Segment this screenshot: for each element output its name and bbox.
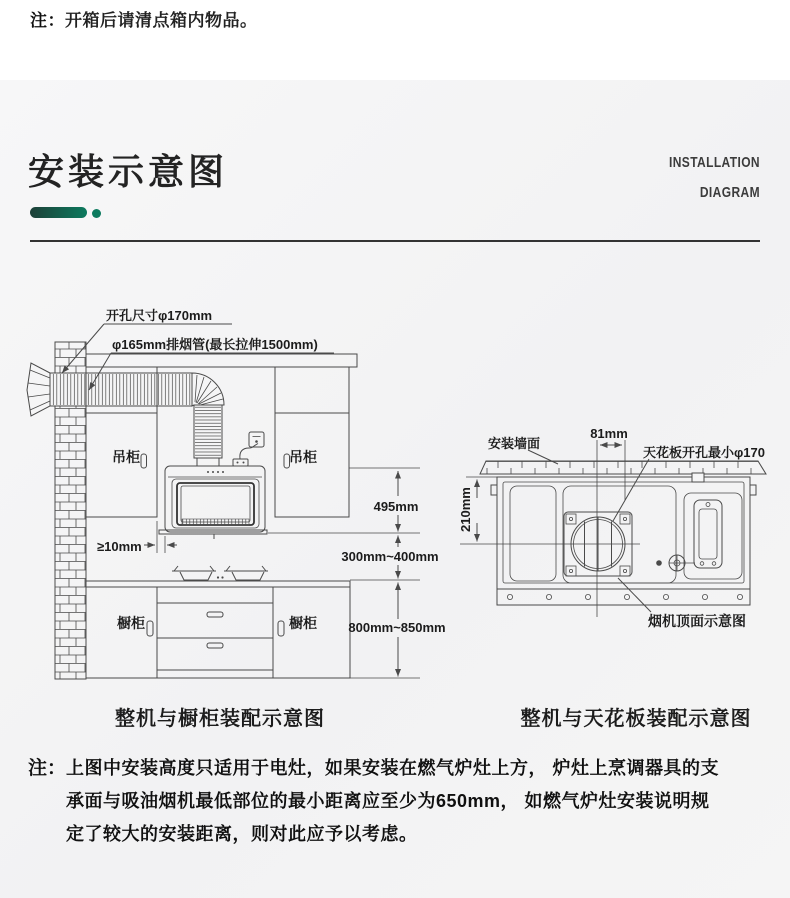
dim-800-850-label: 800mm~850mm [348, 620, 446, 635]
unpack-note [30, 6, 770, 31]
dim-300-400-label: 300mm~400mm [341, 549, 439, 564]
installation-note-text [66, 752, 719, 851]
installation-diagrams [0, 290, 790, 740]
subtitle-line-2: DIAGRAM [699, 184, 760, 201]
gas-stove [172, 566, 268, 580]
installation-note [28, 752, 764, 851]
page-title: 安装示意图 [28, 151, 229, 192]
unpack-note-label: 注： [30, 11, 65, 30]
title-underline [30, 207, 87, 218]
note-line-1: 上图中安装高度只适用于电灶，如果安装在燃气炉灶上方， 炉灶上烹调器具的支 [66, 758, 720, 778]
gap-dimension-label: ≥10mm [97, 539, 142, 554]
hanging-cabinet-left-label: 吊柜 [112, 449, 140, 465]
top-view-label: 烟机顶面示意图 [648, 613, 746, 629]
header-divider [30, 240, 760, 242]
hole-size-label: 开孔尺寸φ170mm [106, 308, 213, 323]
note-line-2: 承面与吸油烟机最低部位的最小距离应至少为650mm， 如燃气炉灶安装说明规 [66, 791, 710, 811]
dim-210-label: 210mm [458, 487, 473, 532]
power-socket [233, 432, 264, 466]
ceiling-assembly-diagram [458, 426, 766, 730]
cabinet-assembly-diagram [27, 308, 446, 730]
subtitle-line-1: INSTALLATION [668, 154, 760, 171]
unpack-note-text: 开箱后请清点箱内物品。 [65, 11, 258, 30]
range-hood [159, 466, 267, 539]
title-underline-dot [92, 209, 101, 218]
left-diagram-caption: 整机与橱柜装配示意图 [115, 708, 325, 730]
note-line-3: 定了较大的安装距离，则对此应予以考虑。 [66, 824, 418, 844]
dim-81-label: 81mm [590, 426, 628, 441]
ceiling-hole-label: 天花板开孔最小φ170 [643, 445, 765, 460]
dim-495-label: 495mm [373, 499, 419, 514]
ceiling-strip [480, 461, 766, 474]
base-cabinet-right-label: 橱柜 [289, 615, 317, 631]
hanging-cabinet-right-label: 吊柜 [289, 449, 317, 465]
installation-note-label: 注： [28, 758, 67, 779]
wall-label: 安装墙面 [488, 436, 541, 451]
subtitle-english [568, 148, 760, 208]
hanging-cabinet-right [275, 367, 349, 517]
base-cabinet-left-label: 橱柜 [117, 615, 145, 631]
duct-label: φ165mm排烟管(最长拉伸1500mm) [112, 337, 318, 352]
top-board [86, 354, 357, 367]
right-diagram-caption: 整机与天花板装配示意图 [520, 708, 752, 730]
